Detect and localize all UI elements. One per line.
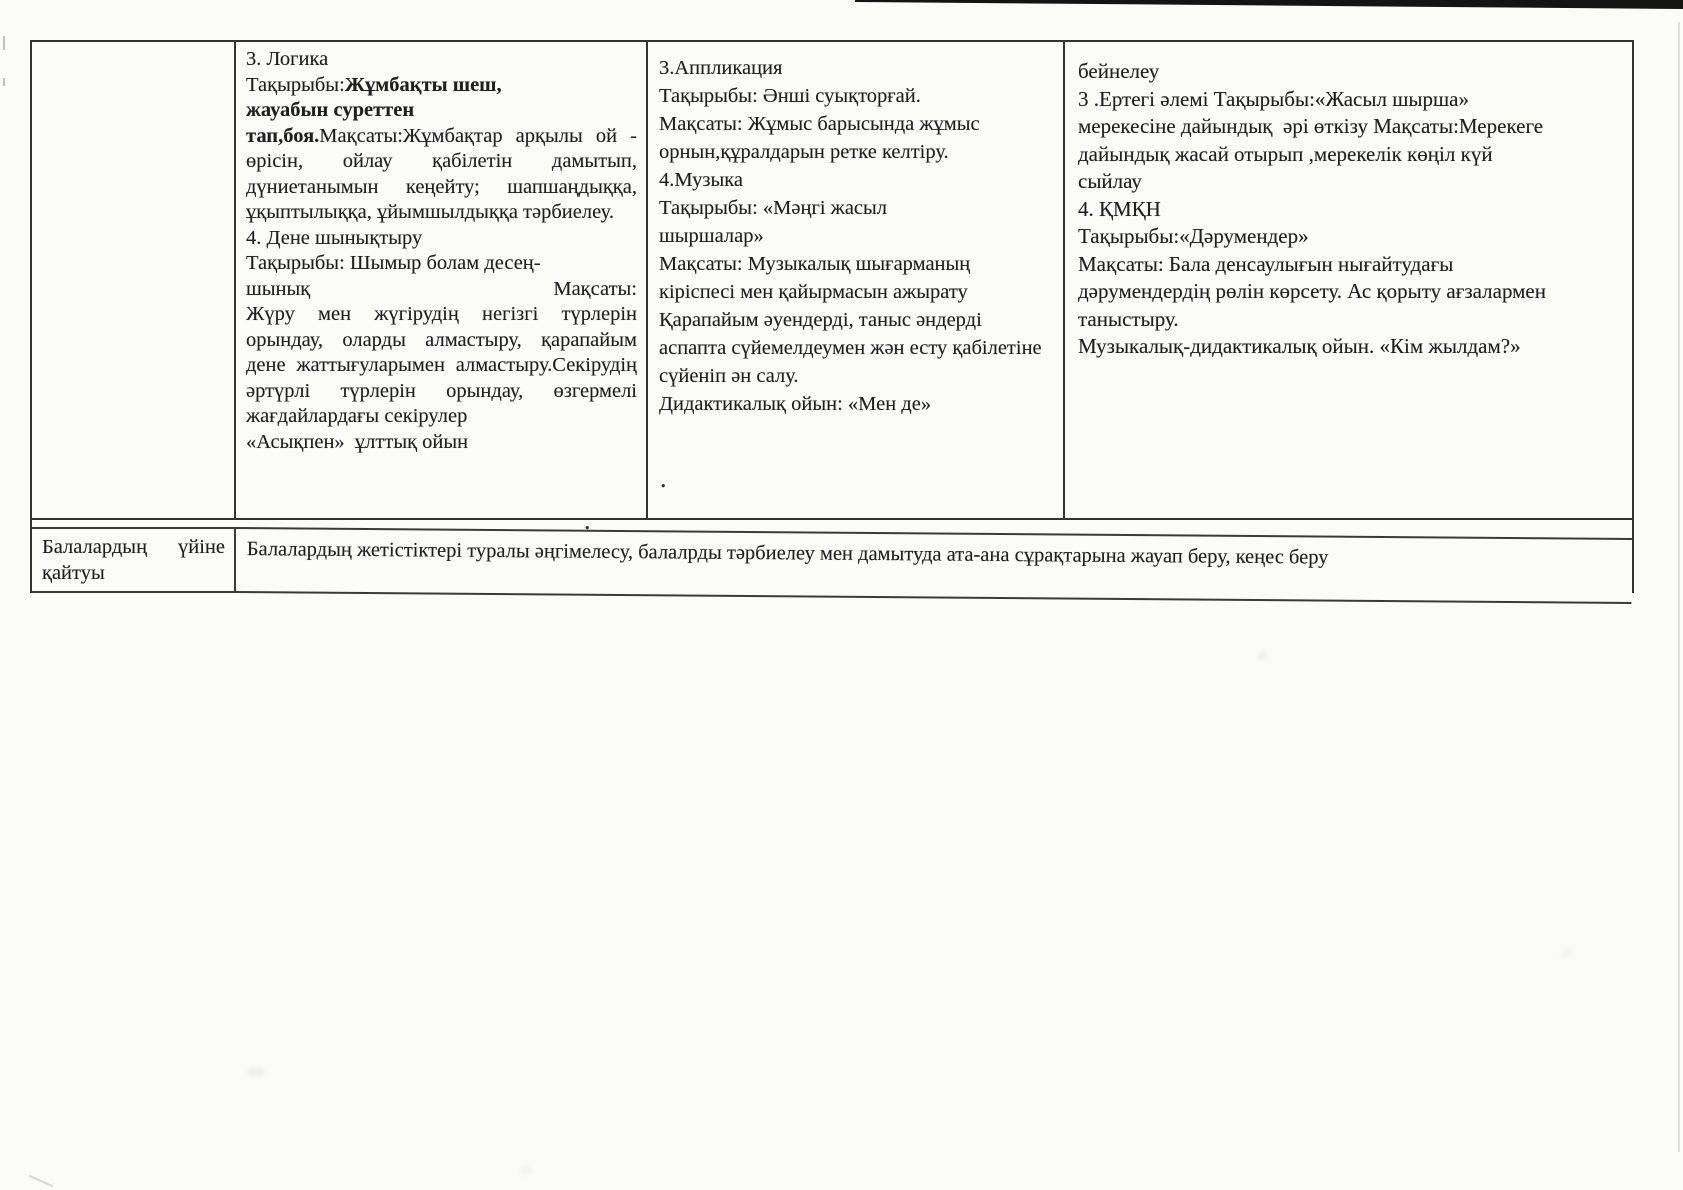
carryover-word: бейнелеу <box>1078 59 1160 83</box>
scan-smudge <box>520 1168 532 1174</box>
activity-music-topic: Тақырыбы: «Мәңгі жасыл шыршалар» <box>659 197 888 247</box>
cell-going-home-content: Балалардың жетістіктері туралы әңгімелесу, балалрды тәрбиелеу мен дамытуда ата-ана сұрақтарына жауап беру, кеңес беру <box>235 527 1631 604</box>
row-header-children-going-home <box>32 527 236 593</box>
activity-physical-topic-tail <box>246 277 637 303</box>
activity-kmkn-title: 4. ҚМҚН <box>1078 196 1161 221</box>
scan-corner-mark <box>29 1175 54 1187</box>
topic-label: Тақырыбы: <box>246 73 345 96</box>
activity-applique-topic: Тақырыбы: Әнші суықторғай. <box>659 85 921 107</box>
scan-smudge <box>1560 950 1574 957</box>
cell-empty <box>32 42 236 520</box>
activity-fairy-topic-goal: 3 .Ертегі әлемі Тақырыбы:«Жасыл шырша» мерекесіне дайындық әрі өткізу Мақсаты:Мерекеге дайындық жасай отырып ,мерекелік көңіл күй сыйлау <box>1078 86 1544 193</box>
scan-smudge <box>248 1068 264 1076</box>
cell-logic-physical-training <box>236 42 648 520</box>
activity-logic-title: 3. Логика <box>246 48 329 70</box>
activity-applique-goal: Мақсаты: Жұмыс барысында жұмыс орнын,құралдарын ретке келтіру. <box>659 113 980 163</box>
cell-fairy-world-kmkn <box>1065 42 1632 520</box>
scanner-artifact-top-bar <box>855 0 1683 9</box>
activity-kmkn-topic: Тақырыбы:«Дәрумендер» <box>1078 224 1309 248</box>
lesson-plan-table <box>30 40 1634 593</box>
didactic-game-line: Дидактикалық ойын: «Мен де» <box>659 393 932 415</box>
stray-ink-dot: . <box>660 464 667 493</box>
scan-smudge <box>1258 652 1267 659</box>
goal-label: Мақсаты: <box>553 277 637 300</box>
scan-page-edge-line <box>1678 22 1680 1152</box>
activity-physical-goal: Жүру мен жүгірудің негізгі түрлерін орындау, оларды алмастыру, қарапайым дене жаттығуларымен алмастыру.Секірудің әртүрлі түрлерін орындау, өзгермелі жағдайлардағы секірулер <box>246 303 637 427</box>
topic-bold-line: Жұмбақты шеш, <box>344 73 502 96</box>
activity-physical-title: 4. Дене шынықтыру <box>246 226 423 249</box>
activity-logic-topic-goal <box>246 73 637 226</box>
topic-tail-word: шынық <box>246 277 311 300</box>
activity-music-goal: Мақсаты: Музыкалық шығарманың кіріспесі мен қайырмасын ажырату Қарапайым әуендерді, таныс әндерді аспапта сүйемелдеумен жән есту қабілетіне сүйеніп ән салу. <box>659 253 1042 387</box>
activity-applique-title: 3.Аппликация <box>659 57 783 79</box>
national-game-line: «Асықпен» ұлттық ойын <box>246 430 469 453</box>
stray-ink-dot: . <box>584 506 591 535</box>
musical-didactic-game-line: Музыкалық-дидактикалық ойын. «Кім жылдам?» <box>1078 334 1521 358</box>
goal-text: Мақсаты:Жұмбақтар арқылы ой - өрісін, ойлау қабілетін дамытып, дүниетанымын кеңейту; шапшаңдыққа, ұқыптылыққа, ұйымшылдыққа тәрбиелеу. <box>246 124 637 223</box>
row-header-line-2: қайтуы <box>42 562 105 584</box>
activity-music-title: 4.Музыка <box>659 169 743 191</box>
topic-bold-line: жауабын суреттен <box>246 99 415 121</box>
topic-bold-line: тап,боя. <box>246 124 320 147</box>
activity-physical-topic: Тақырыбы: Шымыр болам десең- <box>246 252 541 274</box>
scan-speck <box>3 36 5 50</box>
row-header-line-1: Балалардың үйіне <box>42 536 225 558</box>
activity-kmkn-goal: Мақсаты: Бала денсаулығын нығайтудағы дәрумендердің рөлін көрсету. Ас қорыту ағзалармен таныстыру. <box>1078 251 1546 331</box>
cell-applique-music <box>648 42 1065 520</box>
scan-speck <box>3 78 5 86</box>
